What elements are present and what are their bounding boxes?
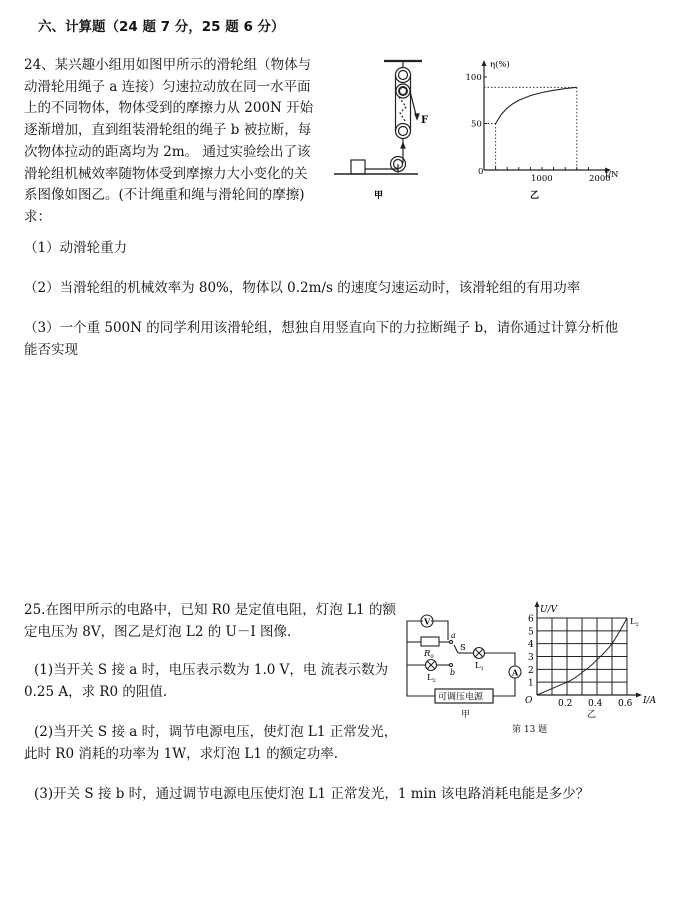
switch-label: S [460, 643, 466, 653]
pulley-figure [330, 55, 440, 205]
q24-sub3-line1: （3）一个重 500N 的同学利用该滑轮组，想独自用竖直向下的力拉断绳子 b，请你通过计算分析他 [24, 320, 619, 336]
x-axis-label: I/A [643, 696, 657, 706]
origin-label: O [525, 696, 533, 706]
ammeter-label: A [512, 667, 519, 678]
q25-sub1-line1: (1)当开关 S 接 a 时，电压表示数为 1.0 V，电 流表示数为 [34, 662, 389, 678]
x-axis-label: f/N [605, 170, 619, 180]
terminal-a-label: a [451, 631, 456, 640]
terminal-a [450, 641, 453, 644]
switch-s [454, 645, 458, 653]
circuit-caption: 甲 [461, 710, 471, 720]
x-tick-label: 2000 [589, 174, 611, 184]
figure-number-caption: 第 13 题 [512, 725, 548, 735]
figure-caption-yi: 乙 [530, 191, 540, 201]
lamp-l2-label: $L_2$ [427, 673, 436, 684]
q24-stem-line: 滑轮组机械效率随物体受到摩擦力大小变化的关 [24, 165, 308, 182]
y-tick-label: 2 [528, 665, 534, 676]
q24-sub2: （2）当滑轮组的机械效率为 80%，物体以 0.2m/s 的速度匀速运动时，该滑轮组的有用功率 [24, 280, 581, 296]
y-tick-label: 6 [528, 614, 534, 625]
series-label-l2: $L_2$ [630, 617, 639, 628]
x-tick-label: 0.2 [558, 699, 573, 709]
y-tick-label: 50 [471, 119, 482, 130]
ui-chart [515, 595, 675, 725]
q24-stem-line: 动滑轮用绳子 a 连接）匀速拉动放在同一水平面 [24, 78, 311, 95]
q24-stem-line: 逐渐增加，直到组装滑轮组的绳子 b 被拉断，每 [24, 122, 312, 139]
q25-stem-line2: 定电压为 8V，图乙是灯泡 L2 的 U－I 图像. [24, 624, 292, 640]
voltmeter-label: V [424, 616, 431, 627]
y-axis-label: U/V [540, 605, 558, 615]
q24-stem-line: 次物体拉动的距离均为 2m。 通过实验绘出了该 [24, 143, 311, 160]
q24-stem-line: 系图像如图乙。(不计绳重和绳与滑轮间的摩擦) [24, 187, 305, 204]
figure-caption-jia: 甲 [374, 191, 384, 201]
y-tick-label: 100 [465, 73, 482, 83]
q25-sub2-line2: 此时 R0 消耗的功率为 1W，求灯泡 L1 的额定功率. [24, 746, 339, 762]
q24-stem-line: 上的不同物体，物体受到的摩擦力从 200N 开始 [24, 100, 314, 117]
block [351, 160, 365, 174]
terminal-b-label: b [450, 668, 456, 677]
q25-sub3: (3)开关 S 接 b 时，通过调节电源电压使灯泡 L1 正常发光，1 min 该电路消耗电能是多少？ [34, 786, 590, 802]
q24-stem-line: 24、某兴趣小组用如图甲所示的滑轮组（物体与 [24, 57, 312, 73]
lamp-l1-label: $L_1$ [475, 661, 484, 672]
x-axis-arrow [636, 693, 642, 698]
force-label: F [421, 115, 429, 126]
q24-sub1: （1）动滑轮重力 [24, 240, 128, 256]
efficiency-curve [496, 87, 577, 123]
terminal-b [450, 664, 453, 667]
x-tick-label: 0.6 [618, 699, 633, 709]
y-tick-label: 1 [528, 678, 534, 689]
y-axis-arrow [535, 601, 540, 607]
q24-stem-line: 求： [24, 208, 51, 225]
q25-stem-line1: 25.在图甲所示的电路中，已知 R0 是定值电阻，灯泡 L1 的额 [24, 602, 396, 618]
y-axis-arrow [482, 60, 487, 66]
origin-label: 0 [478, 167, 484, 177]
figure-caption-yi: 乙 [587, 710, 597, 720]
q25-sub1-line2: 0.25 A，求 R0 的阻值. [24, 684, 168, 700]
y-tick-label: 5 [528, 627, 534, 638]
movable-pulley [396, 124, 411, 139]
resistor-r0 [421, 637, 439, 646]
power-supply-label: 可调压电源 [438, 692, 484, 703]
q25-sub2-line1: (2)当开关 S 接 a 时，调节电源电压，使灯泡 L1 正常发光， [34, 724, 398, 740]
resistor-label: $R_0$ [424, 649, 434, 660]
y-tick-label: 3 [528, 653, 534, 663]
y-tick-label: 4 [528, 640, 534, 651]
fixed-pulley-upper [396, 68, 411, 83]
y-axis-label: η(%) [490, 60, 510, 70]
x-tick-label: 0.4 [588, 699, 603, 709]
x-tick-label: 1000 [531, 174, 553, 184]
efficiency-chart [450, 55, 630, 205]
section-title: 六、计算题（24 题 7 分，25 题 6 分） [38, 19, 285, 35]
q24-sub3-line2: 能否实现 [24, 342, 78, 358]
q24-stem [24, 55, 334, 229]
